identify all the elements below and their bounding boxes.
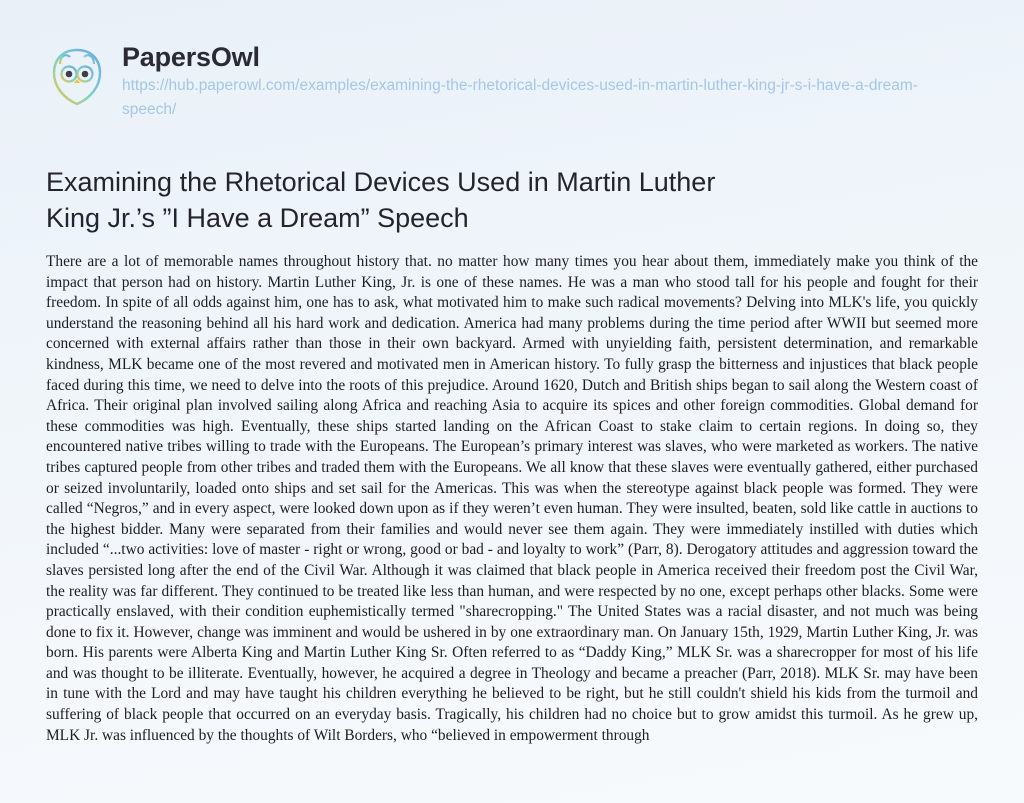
page-url[interactable]: https://hub.paperowl.com/examples/examining-the-rhetorical-devices-used-in-martin-luther-king-jr-s-i-have-a-dream-speech/: [122, 77, 918, 118]
page-title: Examining the Rhetorical Devices Used in Martin Luther King Jr.’s ”I Have a Dream” Speech: [46, 167, 716, 233]
article-body: [46, 252, 978, 746]
owl-logo-icon: [46, 46, 108, 108]
article-paragraph: There are a lot of memorable names throughout history that. no matter how many times you hear about them, immediately make you think of the impact that person had on history. Martin Luther King, Jr. is one of these names. He was a man who stood tall for his people and fought for their freedom. In spite of all odds against him, one has to ask, what motivated him to make such radical movements? Delving into MLK's life, you quickly understand the reasoning behind all his hard work and dedication. America had many problems during the time period after WWII but seemed more concerned with external affairs rather than those in their own backyard. Armed with unyielding faith, persistent determination, and remarkable kindness, MLK became one of the most revered and motivated men in American history. To fully grasp the bitterness and injustices that black people faced during this time, we need to delve into the roots of this prejudice. Around 1620, Dutch and British ships began to sail along the Western coast of Africa. Their original plan involved sailing along Africa and reaching Asia to acquire its spices and other foreign commodities. Global demand for these commodities was high. Eventually, these ships started landing on the African Coast to stake claim to certain regions. In doing so, they encountered native tribes willing to trade with the Europeans. The European’s primary interest was slaves, who were marketed as workers. The native tribes captured people from other tribes and traded them with the Europeans. We all know that these slaves were eventually gathered, either purchased or seized involuntarily, loaded onto ships and set sail for the Americas. This was when the stereotype against black people was formed. They were called “Negros,” and in every aspect, were looked down upon as if they weren’t even human. They were insulted, beaten, sold like cattle in auctions to the highest bidder. Many were separated from their families and would never see them again. They were immediately instilled with duties which included “...two activities: love of master - right or wrong, good or bad - and loyalty to work” (Parr, 8). Derogatory attitudes and aggression toward the slaves persisted long after the end of the Civil War. Although it was claimed that black people in America received their freedom post the Civil War, the reality was far different. They continued to be treated like less than human, and were respected by no one, except perhaps other blacks. Some were practically enslaved, with their condition euphemistically termed "sharecropping." The United States was a racial disaster, and not much was being done to fix it. However, change was imminent and would be ushered in by one extraordinary man. On January 15th, 1929, Martin Luther King, Jr. was born. His parents were Alberta King and Martin Luther King Sr. Often referred to as “Daddy King,” MLK Sr. was a sharecropper for most of his life and was thought to be illiterate. Eventually, however, he acquired a degree in Theology and became a preacher (Parr, 2018). MLK Sr. may have been in tune with the Lord and may have taught his children everything he believed to be right, but he still couldn't shield his kids from the turmoil and suffering of black people that occurred on an everyday basis. Tragically, his children had no choice but to grow amidst this turmoil. As he grew up, MLK Jr. was influenced by the thoughts of Wilt Borders, who “believed in empowerment through: [46, 253, 978, 744]
site-header: [0, 0, 1024, 118]
brand-row: [46, 42, 1024, 122]
brand-name: PapersOwl: [122, 42, 260, 72]
brand-text: [122, 42, 922, 122]
document-content: [0, 164, 1024, 746]
